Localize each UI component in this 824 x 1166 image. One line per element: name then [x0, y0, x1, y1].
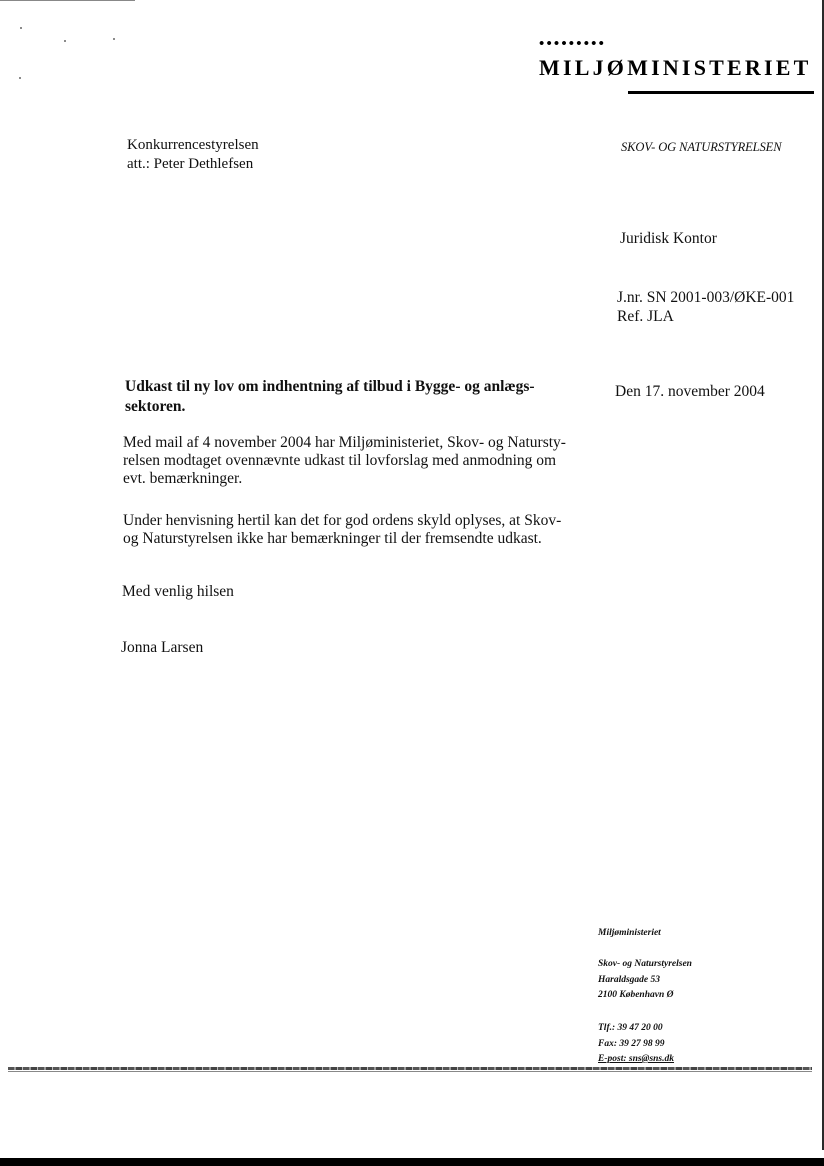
reference-initials: Ref. JLA — [617, 308, 674, 325]
paragraph-line: og Naturstyrelsen ikke har bemærkninger til der fremsendte udkast. — [123, 530, 542, 547]
recipient-attention: att.: Peter Dethlefsen — [127, 156, 254, 172]
signature-name: Jonna Larsen — [121, 639, 204, 656]
body-paragraph-2 — [123, 512, 603, 548]
letter-subject — [125, 377, 595, 417]
scan-speck — [113, 38, 115, 40]
paragraph-line: Med mail af 4 november 2004 har Miljøministeriet, Skov- og Natursty- — [123, 434, 566, 451]
footer-address — [598, 957, 692, 1004]
footer-city: 2100 København Ø — [598, 990, 674, 1000]
letterhead-rule — [628, 91, 814, 94]
agency-name: SKOV- OG NATURSTYRELSEN — [621, 140, 782, 154]
footer-rule-thin — [8, 1071, 812, 1072]
footer-rule — [8, 1067, 812, 1070]
reference-block — [617, 288, 794, 326]
ministry-name: MILJØMINISTERIET — [539, 55, 812, 80]
footer-phone: Tlf.: 39 47 20 00 — [598, 1023, 663, 1033]
footer-fax: Fax: 39 27 98 99 — [598, 1038, 665, 1049]
scan-speck — [19, 77, 21, 79]
footer-ministry: Miljøministeriet — [598, 928, 661, 938]
recipient-address — [127, 136, 259, 174]
footer-street: Haraldsgade 53 — [598, 974, 661, 985]
body-paragraph-1 — [123, 434, 603, 488]
scan-speck — [20, 27, 22, 29]
office-name: Juridisk Kontor — [620, 230, 717, 247]
paragraph-line: Under henvisning hertil kan det for god ordens skyld oplyses, at Skov- — [123, 512, 562, 529]
closing-salutation: Med venlig hilsen — [122, 583, 234, 600]
paragraph-line: relsen modtaget ovennævnte udkast til lovforslag med anmodning om — [123, 452, 557, 469]
letter-date: Den 17. november 2004 — [615, 383, 765, 400]
footer-agency: Skov- og Naturstyrelsen — [598, 959, 692, 969]
scan-edge-line — [0, 0, 135, 1]
footer-email: E-post: sns@sns.dk — [598, 1054, 675, 1064]
subject-line: Udkast til ny lov om indhentning af tilbud i Bygge- og anlægs- — [125, 378, 535, 395]
subject-line: sektoren. — [125, 398, 186, 415]
scan-speck — [64, 40, 66, 42]
scan-bottom-edge — [0, 1158, 824, 1166]
recipient-organization: Konkurrencestyrelsen — [127, 137, 259, 153]
footer-contact — [598, 1021, 674, 1068]
letterhead-dots: ••••••••• — [539, 36, 607, 52]
paragraph-line: evt. bemærkninger. — [123, 470, 243, 487]
journal-number: J.nr. SN 2001-003/ØKE-001 — [617, 289, 795, 306]
